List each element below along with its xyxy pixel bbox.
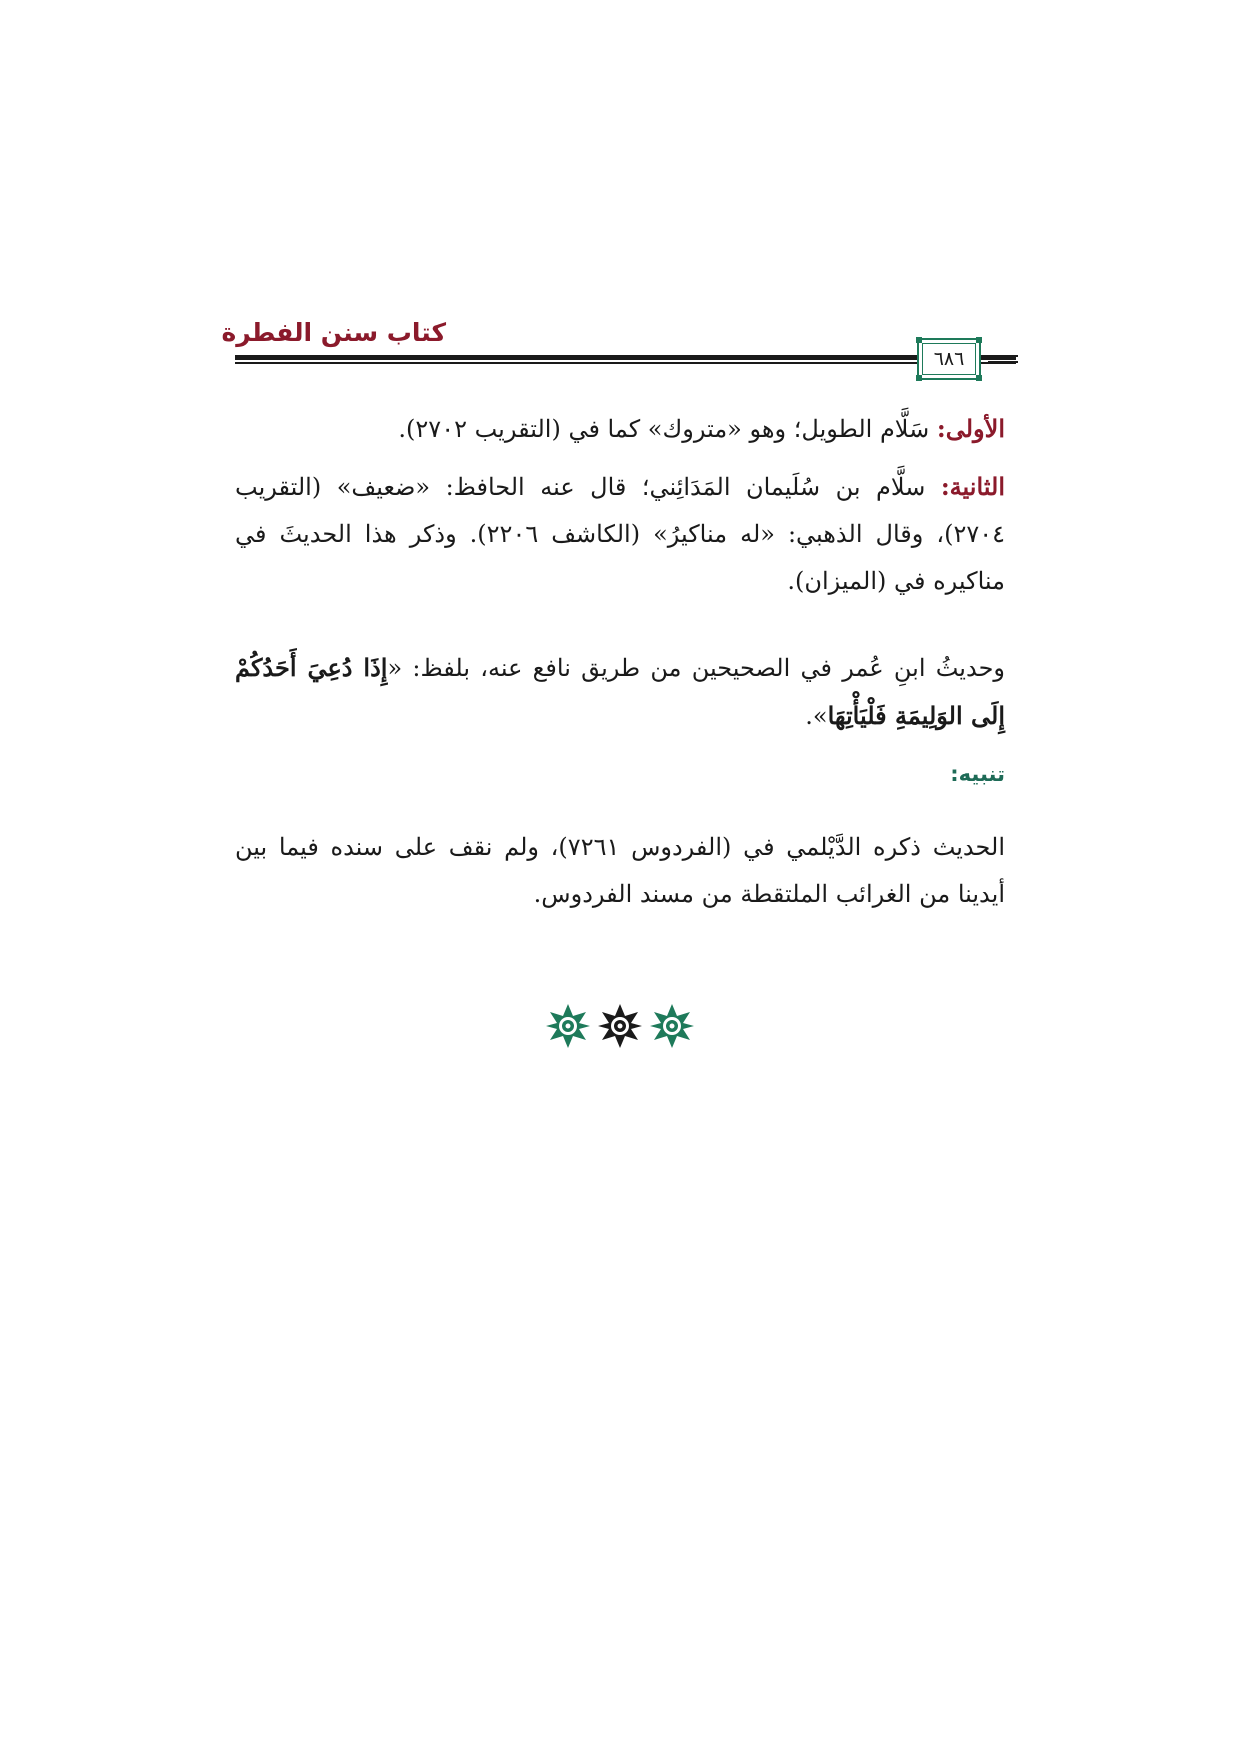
flower-ornament-icon <box>545 1003 591 1049</box>
section-end-ornaments <box>545 1003 695 1053</box>
flower-ornament-icon <box>649 1003 695 1049</box>
paragraph-hadith-intro: وحديثُ ابنِ عُمر في الصحيحين من طريق نافع عنه، بلفظ: « <box>387 654 1005 682</box>
flower-ornament-icon <box>597 1003 643 1049</box>
label-second: الثانية: <box>940 472 1005 501</box>
header-rule-right-upper <box>988 355 1018 357</box>
paragraph-first-text: سَلَّام الطويل؛ وهو «متروك» كما في (التقريب ٢٧٠٢). <box>398 415 937 443</box>
label-first: الأولى: <box>936 414 1005 443</box>
header-rule-right-lower <box>988 361 1018 363</box>
paragraph-note: الحديث ذكره الدَّيْلمي في (الفردوس ٧٢٦١)، ولم نقف على سنده فيما بين أيدينا من الغرائب الملتقطة من مسند الفردوس. <box>235 833 1006 908</box>
header-rule-thick <box>235 355 1016 360</box>
header-rule-thin <box>235 362 1016 364</box>
paragraph-second-text: سلَّام بن سُلَيمان المَدَائِني؛ قال عنه الحافظ: «ضعيف» (التقريب ٢٧٠٤)، وقال الذهبي: «له مناكيرُ» (الكاشف ٢٢٠٦). وذكر هذا الحديثَ في مناكيره في (الميزان). <box>235 473 1005 595</box>
page-number-frame <box>917 338 981 380</box>
paragraph-first <box>235 405 1005 453</box>
paragraph-hadith <box>235 644 1005 740</box>
running-header-title: كتاب سنن الفطرة <box>221 318 446 347</box>
hadith-quote: إِذَا دُعِيَ أَحَدُكُمْ إِلَى الوَلِيمَةِ فَلْيَأْتِهَا <box>235 653 1005 730</box>
paragraph-second <box>235 463 1005 605</box>
paragraph-hadith-end: ». <box>805 702 828 730</box>
note-heading: تنبيه: <box>950 762 1005 786</box>
page-number: ٦٨٦ <box>933 348 965 370</box>
